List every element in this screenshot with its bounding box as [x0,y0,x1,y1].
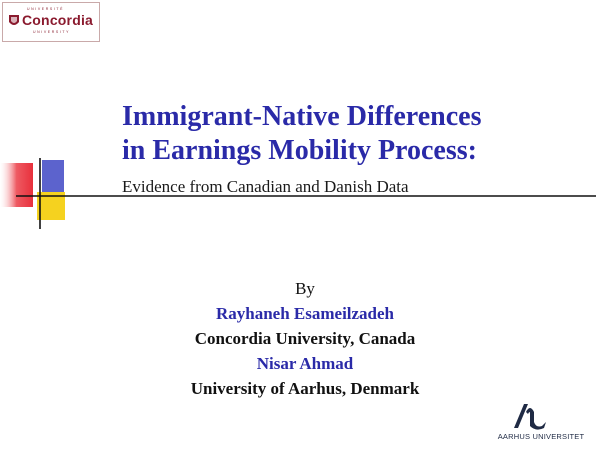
author-1-name: Rayhaneh Esameilzadeh [215,304,395,323]
author-2-affiliation: University of Aarhus, Denmark [190,379,420,398]
author-1-affiliation: Concordia University, Canada [194,329,416,348]
slide-subtitle: Evidence from Canadian and Danish Data [122,177,409,196]
aarhus-emblem-icon [510,402,550,430]
title-line-2: in Earnings Mobility Process: [122,135,477,166]
aarhus-logo [480,402,600,448]
red-square [0,163,33,207]
by-label: By [295,279,315,298]
authors-block [140,276,470,401]
blue-square [42,160,64,192]
concordia-wordmark: Concordia [22,12,94,28]
aarhus-wordmark: AARHUS UNIVERSITET [497,432,585,441]
slide-title [122,100,592,168]
concordia-top-word: UNIVERSITÉ [27,7,65,11]
author-2-name: Nisar Ahmad [256,354,354,373]
concordia-bottom-word: UNIVERSITY [33,30,71,34]
title-line-1: Immigrant-Native Differences [122,101,482,132]
